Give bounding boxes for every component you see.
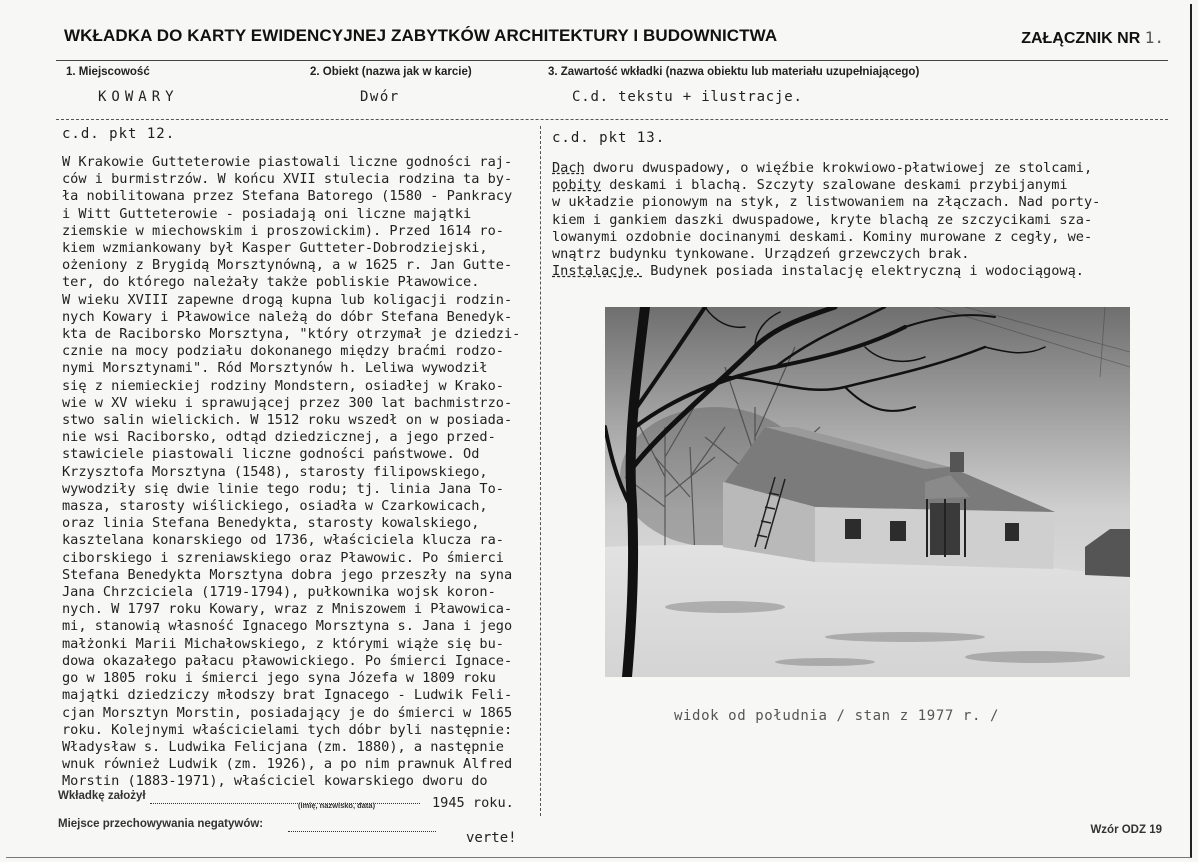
left-line: nie wsi Raciborsko, odtąd dziedzicznej, a jego przed- [62, 429, 496, 446]
created-by-label: Wkładkę założył [58, 790, 146, 802]
left-line: stwo salin wielickich. W 1512 roku wszedł on w posiada- [62, 412, 513, 429]
roof-heading: Dach [552, 160, 585, 176]
left-line: nych. W 1797 roku Kowary, wraz z Mniszowem i Pławowica- [62, 601, 513, 618]
left-line: wnuk również Ludwik (zm. 1926), a po nim prawnuk Alfred [62, 756, 513, 773]
locality-label: 1. Miejscowość [66, 66, 150, 78]
left-line: ców i burmistrzów. W końcu XVII stulecia rodzina ta by- [62, 171, 513, 188]
right-line: wnątrz budynku tynkowane. Urządzeń grzewczych brak. [552, 246, 970, 263]
verte-note: verte! [466, 830, 517, 846]
left-heading: c.d. pkt 12. [62, 126, 176, 142]
left-column-text [62, 154, 532, 791]
left-line: wie w XV wieku i sprawującej przez 300 lat bachmistrzo- [62, 394, 513, 411]
left-line: małżonki Marii Michałowskiego, z którymi wiąże się bu- [62, 635, 504, 652]
right-heading: c.d. pkt 13. [552, 130, 666, 146]
attachment-number [1021, 28, 1164, 48]
form-code: Wzór ODZ 19 [1090, 824, 1162, 836]
negatives-label: Miejsce przechowywania negatywów: [58, 818, 264, 830]
manor-photo-image [605, 307, 1130, 677]
left-line: kiem wzmiankowany był Kasper Gutteter-Dobrodziejski, [62, 240, 488, 257]
left-line: dowa okazałego pałacu pławowickiego. Po śmierci Ignace- [62, 652, 513, 669]
left-line: ożeniony z Brygidą Morsztynówną, a w 1625 r. Jan Gutte- [62, 257, 513, 274]
left-line: ła nobilitowana przez Stefana Batorego (1580 - Pankracy [62, 188, 513, 205]
object-value: Dwór [360, 89, 400, 105]
last-left-line: 1945 roku. [432, 795, 514, 811]
left-line: wywodziły się dwie linie tego rodu; tj. linia Jana To- [62, 480, 504, 497]
right-line: lowanymi ozdobnie docinanymi deskami. Kominy murowane z cegły, we- [552, 228, 1093, 245]
header-rule [56, 60, 1168, 61]
photo-caption: widok od południa / stan z 1977 r. / [674, 708, 1000, 724]
left-line: Krzysztofa Morsztyna (1548), starosty filipowskiego, [62, 463, 488, 480]
left-line: W wieku XVIII zapewne drogą kupna lub koligacji rodzin- [62, 291, 513, 308]
content-label: 3. Zawartość wkładki (nazwa obiektu lub materiału uzupełniającego) [548, 66, 920, 78]
right-line: pobity deskami i blachą. Szczyty szalowane deskami przybijanymi [552, 177, 1068, 194]
left-line: go w 1805 roku i śmierci jego syna Józefa w 1809 roku [62, 670, 496, 687]
left-line: W Krakowie Gutteterowie piastowali liczne godności raj- [62, 154, 513, 170]
left-line: nych Kowary i Pławowice należą do dóbr Stefana Benedyk- [62, 308, 513, 325]
locality-value: KOWARY [98, 89, 179, 105]
installations-heading: Instalacje. [552, 263, 643, 280]
left-line: kasztelana konarskiego od 1736, właściciela klucza ra- [62, 532, 504, 549]
negatives-line [288, 831, 436, 832]
left-line: się z niemieckiej rodziny Mondstern, osiadłej w Krako- [62, 377, 504, 394]
right-line: kiem i gankiem daszki dwuspadowe, kryte blachą ze szczycikami sza- [552, 211, 1093, 228]
form-title: WKŁADKA DO KARTY EWIDENCYJNEJ ZABYTKÓW ARCHITEKTURY I BUDOWNICTWA [64, 26, 778, 45]
left-line: masza, starosty wiślickiego, osiadła w Czarkowicach, [62, 498, 488, 515]
fields-rule [56, 119, 1168, 120]
left-line: cznie na mocy podziału dokonanego między braćmi rodzo- [62, 343, 504, 360]
left-line: majątki dziedziczy młodszy brat Ignacego - Ludwik Feli- [62, 687, 513, 704]
created-by-sublabel: (imię, nazwisko, data) [298, 801, 376, 810]
left-line: ziemskie w miechowskim i proszowickim). Przed 1614 ro- [62, 222, 504, 239]
attachment-label: ZAŁĄCZNIK NR [1021, 30, 1141, 47]
left-line: Władysław s. Ludwika Felicjana (zm. 1880), a następnie [62, 738, 504, 755]
right-column-text [552, 160, 1132, 280]
object-label: 2. Obiekt (nazwa jak w karcie) [310, 66, 472, 78]
left-line: oraz linia Stefana Benedykta, starosty kowalskiego, [62, 515, 480, 532]
left-line: stawiciele piastowali liczne godności państwowe. Od [62, 446, 480, 463]
content-value: C.d. tekstu + ilustracje. [572, 89, 803, 105]
right-line: w układzie pionowym na styk, z listwowaniem na złączach. Nad porty- [552, 194, 1101, 211]
attachment-value: 1. [1144, 28, 1164, 47]
left-line: i Witt Gutteterowie - posiadają oni liczne majątki [62, 205, 472, 222]
left-line: kta de Raciborsko Morsztyna, "który otrzymał je dziedzi- [62, 326, 521, 343]
left-line: Jana Chrzciciela (1719-1794), pułkownika wojsk koron- [62, 584, 496, 601]
left-line: ter, do którego należały także pobliskie Pławowice. [62, 274, 480, 291]
left-line: ciborskiego i szreniawskiego oraz Pławowic. Po śmierci [62, 549, 504, 566]
column-divider [540, 126, 541, 816]
left-line: mi, stanowią własność Ignacego Morsztyna s. Jana i jego [62, 618, 513, 635]
covered-word: pobity [552, 177, 602, 194]
right-line: Dach dworu dwuspadowy, o więźbie krokwiowo-płatwiowej ze stolcami, [552, 160, 1093, 176]
created-by-line [150, 803, 420, 804]
left-line: Stefana Benedykta Morsztyna dobra jego przeszły na syna [62, 566, 513, 583]
left-line: cjan Morsztyn Morstin, posiadający je do śmierci w 1865 [62, 704, 513, 721]
right-line: Instalacje. Budynek posiada instalację elektryczną i wodociągową. [552, 263, 1084, 280]
manor-photo [605, 307, 1130, 677]
left-line: roku. Kolejnymi właścicielami tych dóbr byli następnie: [62, 721, 513, 738]
left-line: nymi Morsztynami". Ród Morsztynów h. Leliwa wywodził [62, 360, 488, 377]
left-line: Morstin (1883-1971), właściciel kowarskiego dworu do [62, 773, 488, 790]
